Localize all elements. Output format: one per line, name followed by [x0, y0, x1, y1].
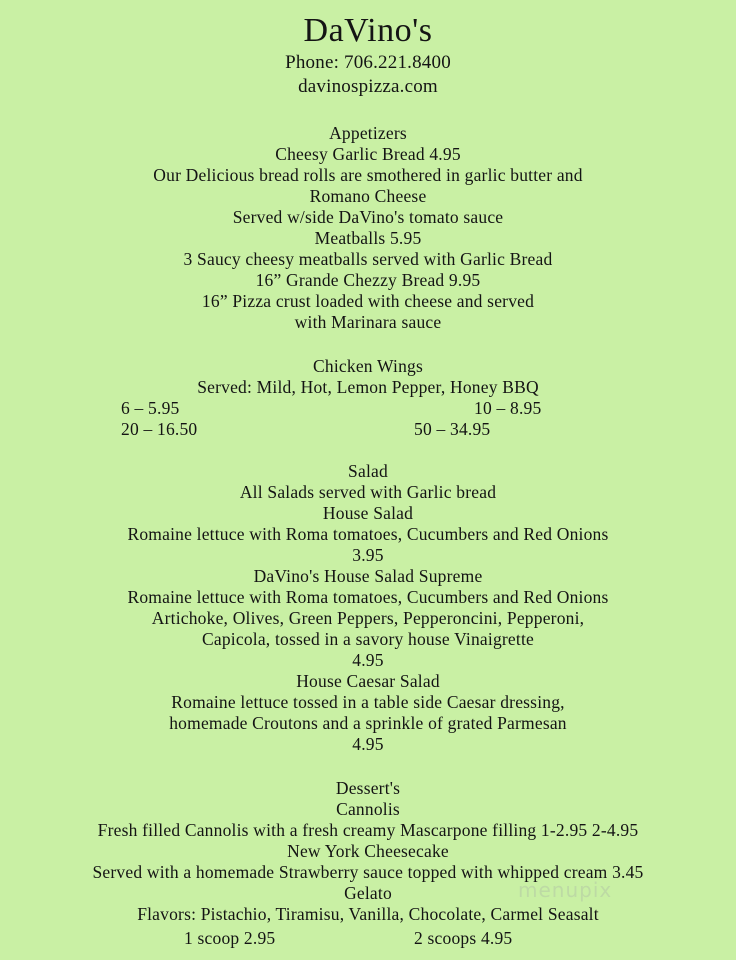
- salad-item: House Caesar Salad: [296, 671, 440, 691]
- wings-flavors: Served: Mild, Hot, Lemon Pepper, Honey BBQ: [197, 377, 539, 397]
- dessert-description: Flavors: Pistachio, Tiramisu, Vanilla, Chocolate, Carmel Seasalt: [137, 904, 599, 924]
- appetizers-heading: Appetizers: [329, 123, 407, 143]
- salad-description: Romaine lettuce tossed in a table side Caesar dressing,: [171, 692, 565, 712]
- wings-price: 6 – 5.95: [121, 398, 180, 418]
- appetizer-item: Meatballs 5.95: [314, 228, 422, 248]
- appetizer-description: 3 Saucy cheesy meatballs served with Garlic Bread: [183, 249, 553, 269]
- dessert-item: New York Cheesecake: [287, 841, 449, 861]
- salad-price: 3.95: [352, 545, 384, 565]
- appetizer-description: with Marinara sauce: [294, 312, 442, 332]
- website: davinospizza.com: [298, 76, 438, 97]
- salad-description: Romaine lettuce with Roma tomatoes, Cucumbers and Red Onions: [127, 587, 609, 607]
- dessert-item: Gelato: [344, 883, 392, 903]
- wings-price: 50 – 34.95: [414, 419, 491, 439]
- dessert-description: Fresh filled Cannolis with a fresh creamy Mascarpone filling 1-2.95 2-4.95: [97, 820, 639, 840]
- salad-price: 4.95: [352, 734, 384, 754]
- restaurant-name: DaVino's: [303, 12, 433, 49]
- dessert-description: Served with a homemade Strawberry sauce topped with whipped cream 3.45: [92, 862, 644, 882]
- dessert-item: Cannolis: [336, 799, 400, 819]
- appetizer-item: 16” Grande Chezzy Bread 9.95: [255, 270, 481, 290]
- desserts-heading: Dessert's: [335, 778, 401, 798]
- appetizer-description: 16” Pizza crust loaded with cheese and served: [201, 291, 535, 311]
- appetizer-description: Our Delicious bread rolls are smothered in garlic butter and: [153, 165, 583, 185]
- salad-description: Capicola, tossed in a savory house Vinaigrette: [202, 629, 534, 649]
- phone-number: Phone: 706.221.8400: [285, 52, 451, 73]
- wings-price: 10 – 8.95: [474, 398, 542, 418]
- salad-item: DaVino's House Salad Supreme: [253, 566, 483, 586]
- gelato-price: 2 scoops 4.95: [414, 928, 513, 948]
- salad-description: Romaine lettuce with Roma tomatoes, Cucumbers and Red Onions: [127, 524, 609, 544]
- appetizer-description: Romano Cheese: [309, 186, 427, 206]
- wings-heading: Chicken Wings: [313, 356, 423, 376]
- salad-heading: Salad: [348, 461, 388, 481]
- appetizer-item: Cheesy Garlic Bread 4.95: [275, 144, 461, 164]
- salad-item: House Salad: [322, 503, 414, 523]
- salad-description: Artichoke, Olives, Green Peppers, Pepperoncini, Pepperoni,: [151, 608, 585, 628]
- appetizer-description: Served w/side DaVino's tomato sauce: [232, 207, 504, 227]
- wings-price: 20 – 16.50: [121, 419, 198, 439]
- watermark: menupix: [518, 878, 613, 902]
- salad-description: homemade Croutons and a sprinkle of grated Parmesan: [169, 713, 567, 733]
- salad-note: All Salads served with Garlic bread: [239, 482, 497, 502]
- gelato-price: 1 scoop 2.95: [184, 928, 276, 948]
- salad-price: 4.95: [352, 650, 384, 670]
